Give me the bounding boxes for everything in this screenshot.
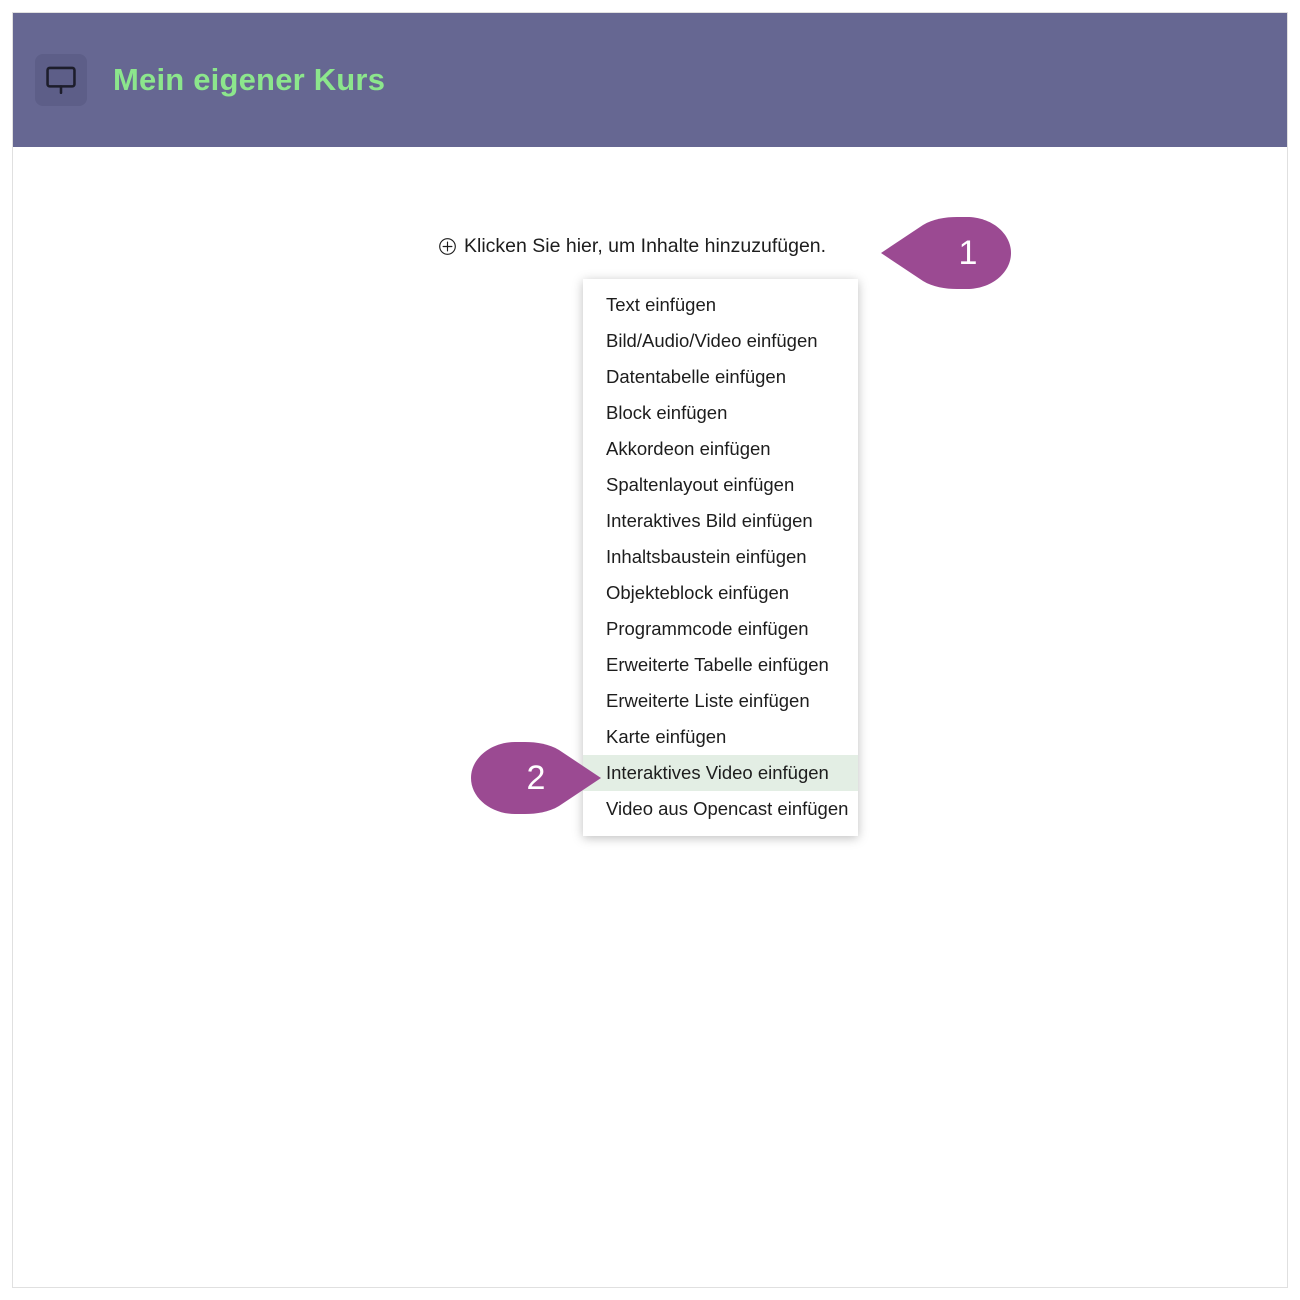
menu-item-text-einfuegen[interactable]: Text einfügen (606, 294, 717, 315)
presentation-screen-icon (35, 54, 87, 106)
course-header (13, 13, 1287, 147)
menu-item-block-einfuegen[interactable]: Block einfügen (606, 402, 728, 423)
add-content-label: Klicken Sie hier, um Inhalte hinzuzufügen. (464, 235, 827, 257)
plus-circle-icon (438, 237, 457, 256)
page-container (12, 12, 1288, 1288)
menu-item-erweiterte-tabelle-einfuegen[interactable]: Erweiterte Tabelle einfügen (606, 654, 829, 675)
menu-item-inhaltsbaustein-einfuegen[interactable]: Inhaltsbaustein einfügen (606, 546, 807, 567)
menu-item-spaltenlayout-einfuegen[interactable]: Spaltenlayout einfügen (606, 474, 795, 495)
insert-content-menu[interactable] (583, 279, 858, 836)
callout-badge-2 (471, 742, 601, 814)
menu-item-erweiterte-liste-einfuegen[interactable]: Erweiterte Liste einfügen (606, 690, 810, 711)
add-content-trigger[interactable] (438, 235, 826, 258)
menu-item-karte-einfuegen[interactable]: Karte einfügen (606, 726, 727, 747)
menu-item-interaktives-bild-einfuegen[interactable]: Interaktives Bild einfügen (606, 510, 813, 531)
menu-item-bild-audio-video-einfuegen[interactable]: Bild/Audio/Video einfügen (606, 330, 818, 351)
page-title: Mein eigener Kurs (113, 62, 386, 97)
menu-item-programmcode-einfuegen[interactable]: Programmcode einfügen (606, 618, 809, 639)
menu-item-datentabelle-einfuegen[interactable]: Datentabelle einfügen (606, 366, 787, 387)
menu-item-objekteblock-einfuegen[interactable]: Objekteblock einfügen (606, 582, 790, 603)
menu-item-interaktives-video-einfuegen[interactable]: Interaktives Video einfügen (583, 755, 858, 791)
callout-number-2: 2 (526, 758, 546, 797)
menu-item-akkordeon-einfuegen[interactable]: Akkordeon einfügen (606, 438, 771, 459)
callout-badge-1 (881, 217, 1011, 289)
callout-number-1: 1 (958, 233, 978, 272)
menu-item-video-aus-opencast-einfuegen[interactable]: Video aus Opencast einfügen (606, 798, 849, 819)
